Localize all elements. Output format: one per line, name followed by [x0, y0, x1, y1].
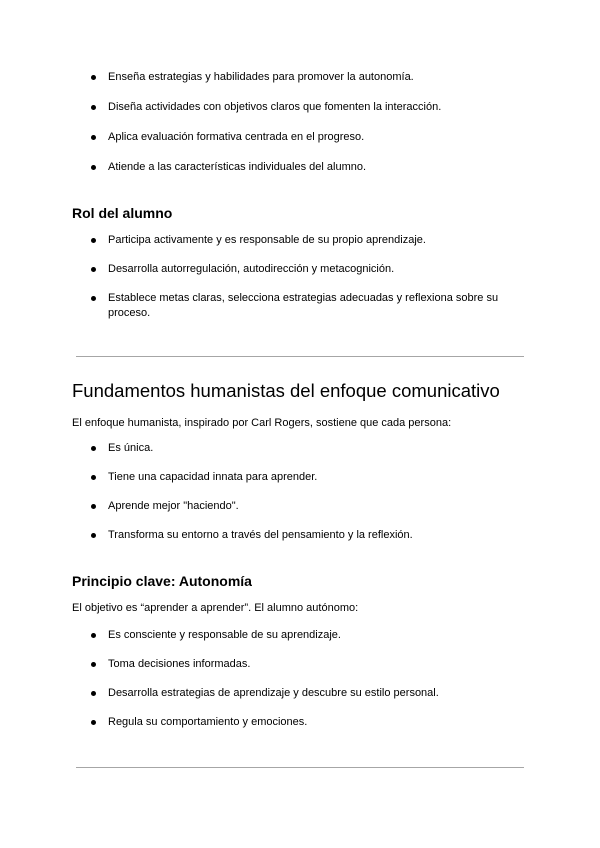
list-item: Es única. — [90, 441, 520, 456]
list-item: Diseña actividades con objetivos claros que fomenten la interacción. — [90, 100, 520, 115]
list-item: Enseña estrategias y habilidades para promover la autonomía. — [90, 70, 520, 85]
teacher-role-list — [90, 70, 520, 175]
list-item: Aprende mejor "haciendo". — [90, 499, 520, 514]
list-item: Regula su comportamiento y emociones. — [90, 715, 520, 730]
list-item: Aplica evaluación formativa centrada en el progreso. — [90, 130, 520, 145]
humanist-intro: El enfoque humanista, inspirado por Carl Rogers, sostiene que cada persona: — [72, 417, 452, 429]
list-item: Atiende a las características individuales del alumno. — [90, 160, 520, 175]
list-item: Desarrolla autorregulación, autodirección y metacognición. — [90, 262, 520, 277]
section-divider — [76, 767, 524, 768]
list-item: Establece metas claras, selecciona estrategias adecuadas y reflexiona sobre su proceso. — [90, 291, 520, 321]
list-item: Es consciente y responsable de su aprendizaje. — [90, 628, 520, 643]
student-role-heading: Rol del alumno — [72, 205, 173, 221]
autonomy-intro: El objetivo es “aprender a aprender”. El alumno autónomo: — [72, 602, 359, 614]
humanist-list — [90, 441, 520, 543]
list-item: Toma decisiones informadas. — [90, 657, 520, 672]
section-divider — [76, 356, 524, 357]
autonomy-list — [90, 628, 520, 730]
student-role-list — [90, 233, 520, 321]
list-item: Tiene una capacidad innata para aprender. — [90, 470, 520, 485]
autonomy-heading: Principio clave: Autonomía — [72, 573, 252, 589]
list-item: Desarrolla estrategias de aprendizaje y descubre su estilo personal. — [90, 686, 520, 701]
humanist-heading: Fundamentos humanistas del enfoque comunicativo — [72, 380, 500, 401]
list-item: Transforma su entorno a través del pensamiento y la reflexión. — [90, 528, 520, 543]
list-item: Participa activamente y es responsable de su propio aprendizaje. — [90, 233, 520, 248]
